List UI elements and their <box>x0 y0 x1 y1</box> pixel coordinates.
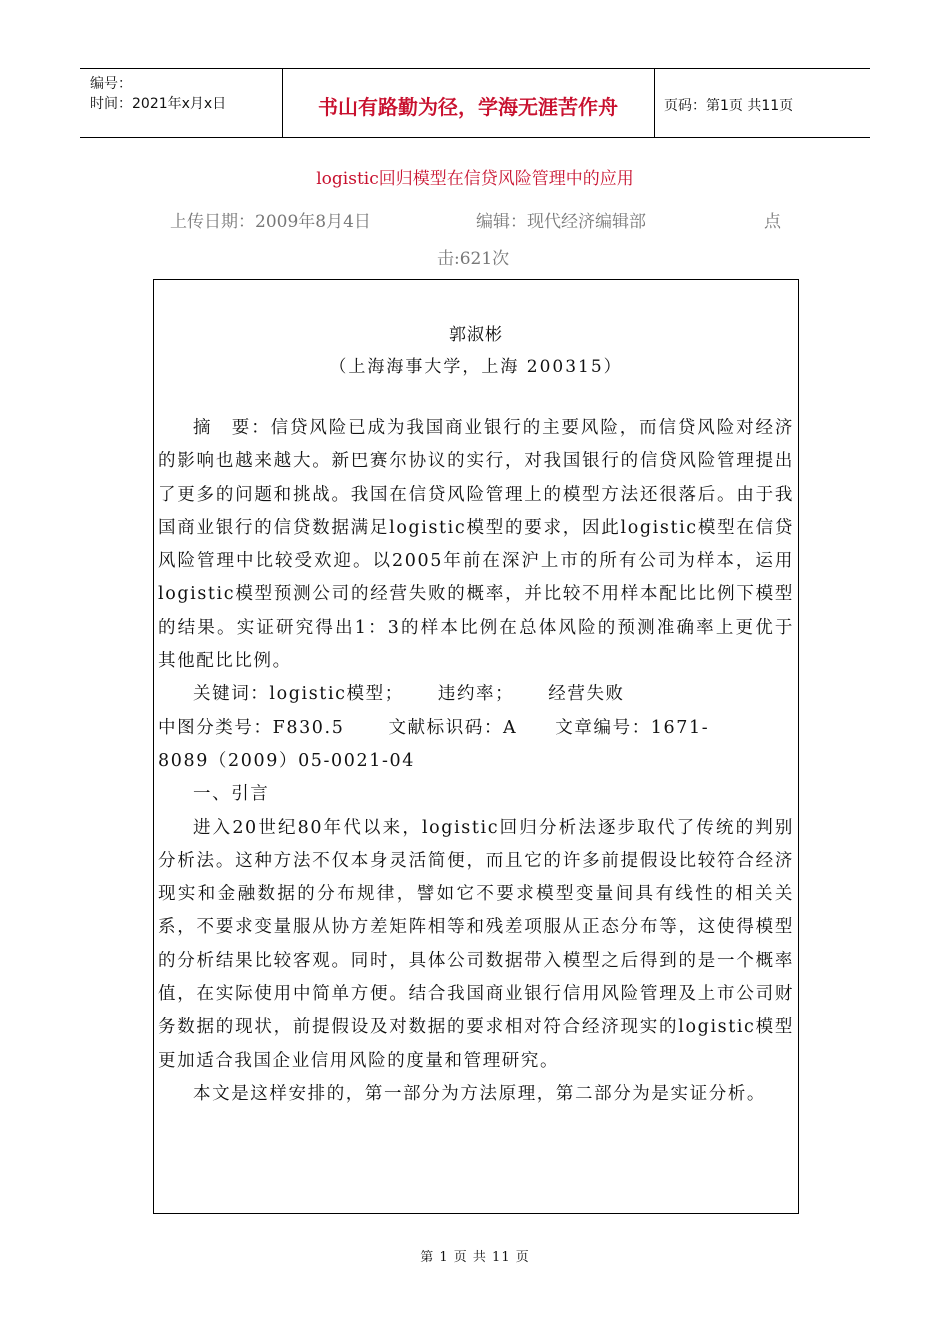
upload-date: 上传日期：2009年8月4日 <box>170 212 371 232</box>
author-affiliation: （上海海事大学，上海 200315） <box>329 357 623 377</box>
intro-paragraph: 进入20世纪80年代以来，logistic回归分析法逐步取代了传统的判别分析法。这种方法不仅本身灵活简便，而且它的许多前提假设比较符合经济现实和金融数据的分布规律，譬如它不要求模型变量间具有线性的相关关系，不要求变量服从协方差矩阵相等和残差项服从正态分布等，这使得模型的分析结果比较客观。同时，具体公司数据带入模型之后得到的是一个概率值，在实际使用中简单方便。结合我国商业银行信用风险管理及上市公司财务数据的现状，前提假设及对数据的要求相对符合经济现实的logistic模型更加适合我国企业信用风险的度量和管理研究。 <box>158 817 794 1071</box>
keyword-default-rate: 违约率； <box>437 684 515 705</box>
doc-time-label: 时间：2021年x月x日 <box>90 96 227 112</box>
keywords-label: 关键词：logistic模型； <box>193 684 404 705</box>
article-title: logistic回归模型在信贷风险管理中的应用 <box>316 169 634 189</box>
click-count-part1: 点 <box>764 212 781 232</box>
page-footer: 第 1 页 共 11 页 <box>420 1250 530 1265</box>
header-motto-cell <box>282 69 655 137</box>
article-number-cont: 8089（2009）05-0021-04 <box>158 750 415 771</box>
author-name: 郭淑彬 <box>449 325 503 345</box>
section-heading: 一、引言 <box>193 784 270 805</box>
article-number: 文章编号：1671- <box>555 717 710 738</box>
click-count-part2: 击:621次 <box>437 249 510 269</box>
classification-line <box>158 712 794 745</box>
doc-number-label: 编号： <box>90 76 132 92</box>
structure-paragraph: 本文是这样安排的，第一部分为方法原理，第二部分为是实证分析。 <box>193 1083 766 1104</box>
header-meta-cell <box>80 69 283 137</box>
header-page-info: 页码：第1页 共11页 <box>664 98 794 114</box>
abstract-paragraph: 摘 要：信贷风险已成为我国商业银行的主要风险，而信贷风险对经济的影响也越来越大。新巴赛尔协议的实行，对我国银行的信贷风险管理提出了更多的问题和挑战。我国在信贷风险管理上的模型方法还很落后。由于我国商业银行的信贷数据满足logistic模型的要求，因此logistic模型在信贷风险管理中比较受欢迎。以2005年前在深沪上市的所有公司为样本，运用logistic模型预测公司的经营失败的概率，并比较不用样本配比比例下模型的结果。实证研究得出1：3的样本比例在总体风险的预测准确率上更优于其他配比比例。 <box>158 418 794 672</box>
header-motto: 书山有路勤为径，学海无涯苦作舟 <box>318 95 618 119</box>
editor-label: 编辑：现代经济编辑部 <box>476 212 646 232</box>
article-content-box <box>153 279 799 1214</box>
header-page-cell <box>654 69 870 137</box>
clc-number: 中图分类号：F830.5 <box>158 717 345 738</box>
keyword-business-failure: 经营失败 <box>548 684 625 705</box>
keywords-line <box>158 678 794 711</box>
page-header <box>80 68 870 138</box>
article-body <box>158 412 794 1111</box>
document-code: 文献标识码：A <box>388 717 518 738</box>
